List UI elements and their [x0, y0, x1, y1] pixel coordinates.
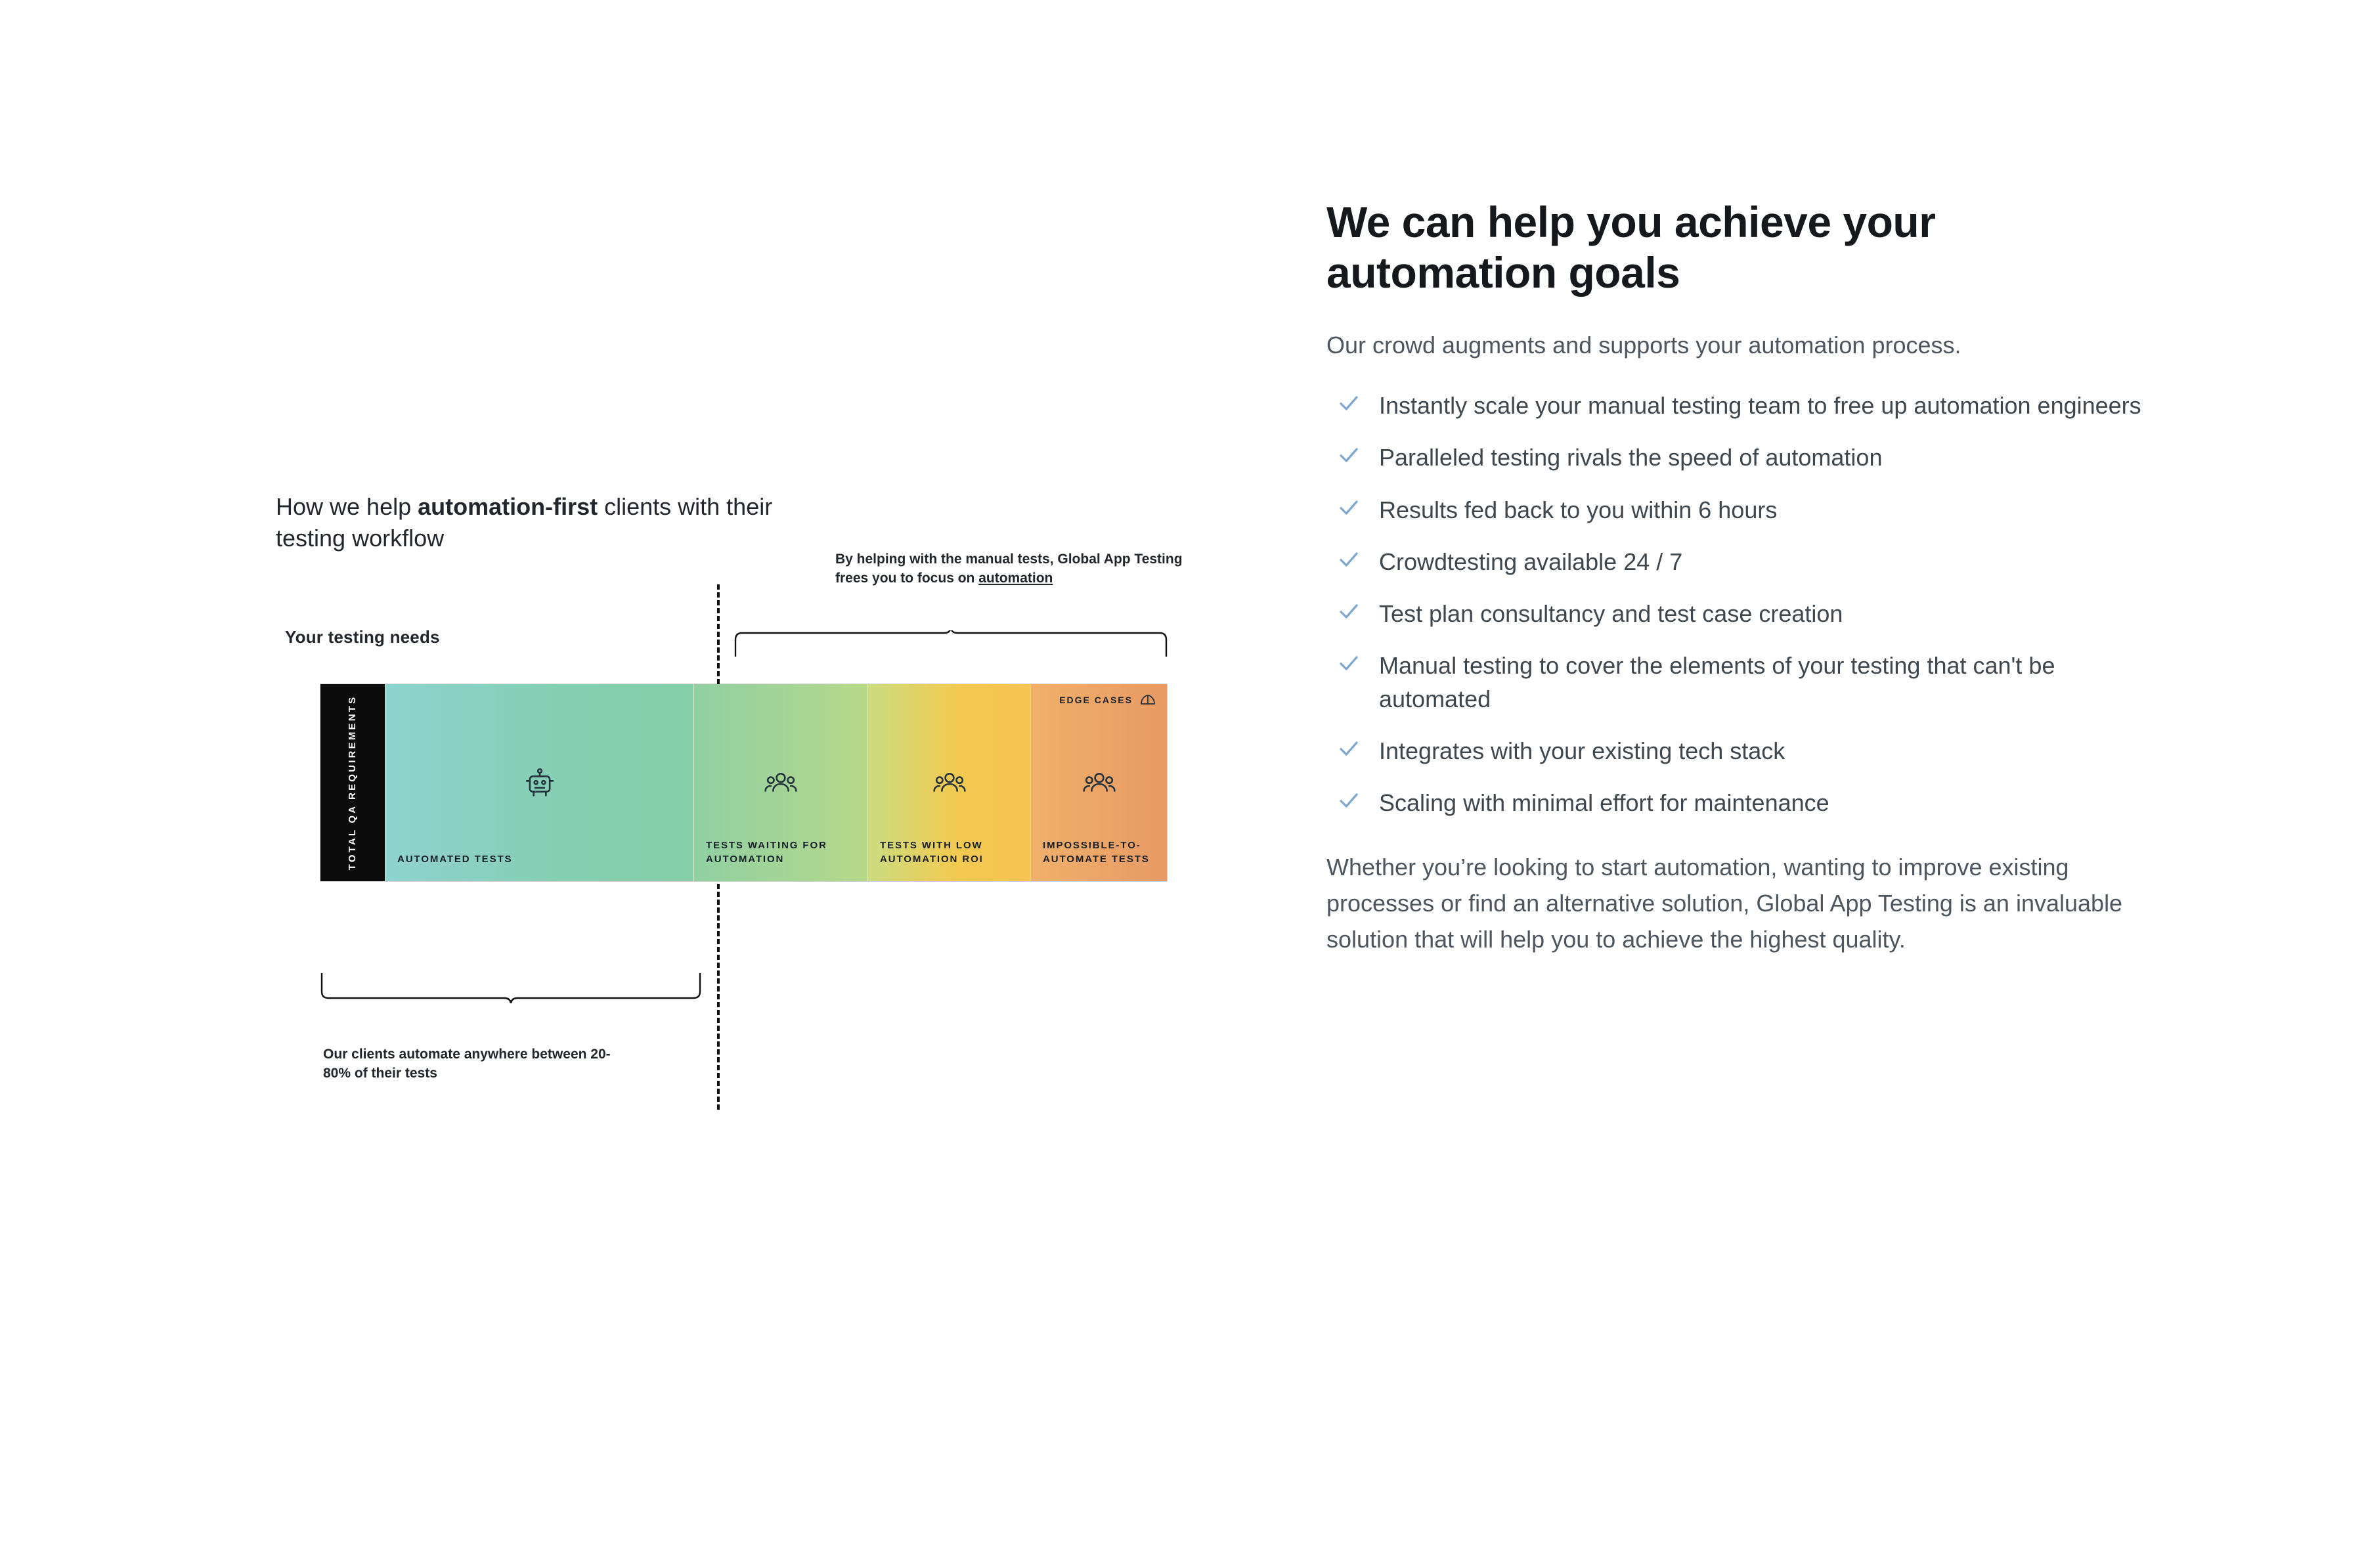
qa-requirements-bar	[320, 684, 1167, 881]
people-icon	[762, 766, 799, 802]
automation-focus-note	[835, 550, 1183, 588]
edge-case-icon	[1139, 693, 1156, 707]
bar-segment-label: TESTS WAITING FOR AUTOMATION	[706, 839, 827, 865]
edge-cases-label: EDGE CASES	[1059, 695, 1133, 705]
clients-automation-range-note: Our clients automate anywhere between 20-80% of their tests	[323, 1047, 611, 1081]
list-item-label: Manual testing to cover the elements of your testing that can't be automated	[1379, 651, 2055, 713]
bar-segment-tests-with-low-automation-roi	[867, 684, 1030, 881]
bar-segment-impossible-to-automate-tests	[1030, 684, 1167, 881]
benefits-list	[1326, 389, 2167, 819]
diagram-title	[276, 491, 814, 554]
people-icon	[1081, 766, 1118, 802]
list-item	[1326, 649, 2167, 716]
diagram-title-part2: clients with their testing workflow	[276, 493, 773, 552]
automation-focus-note-text: By helping with the manual tests, Global App Testing frees you to focus on	[835, 552, 1183, 586]
list-item	[1326, 493, 2167, 527]
people-icon	[931, 766, 968, 802]
check-icon	[1337, 789, 1361, 812]
check-icon	[1337, 599, 1361, 623]
list-item-label: Instantly scale your manual testing team to free up automation engineers	[1379, 392, 2141, 420]
bar-segment-label: TESTS WITH LOW AUTOMATION ROI	[880, 839, 984, 865]
bar-segment-automated-tests	[385, 684, 693, 881]
top-brace	[734, 630, 1168, 658]
list-item-label: Integrates with your existing tech stack	[1379, 737, 1785, 765]
check-icon	[1337, 496, 1361, 519]
diagram-title-part1: How we help	[276, 493, 418, 520]
list-item	[1326, 734, 2167, 768]
bar-segment-tests-waiting-for-automation	[693, 684, 867, 881]
bar-segment-label: AUTOMATED TESTS	[397, 854, 513, 865]
list-item	[1326, 597, 2167, 630]
check-icon	[1337, 737, 1361, 760]
list-item-label: Paralleled testing rivals the speed of automation	[1379, 444, 1883, 471]
check-icon	[1337, 651, 1361, 675]
marketing-copy-panel	[1326, 197, 2167, 958]
page-title: We can help you achieve your automation goals	[1326, 198, 1936, 297]
list-item	[1326, 786, 2167, 819]
robot-icon	[521, 766, 558, 802]
list-item	[1326, 389, 2167, 422]
intro-paragraph: Our crowd augments and supports your automation process.	[1326, 332, 1961, 359]
list-item-label: Test plan consultancy and test case creation	[1379, 599, 1843, 627]
your-testing-needs-label: Your testing needs	[285, 627, 440, 647]
automation-focus-note-underline: automation	[978, 570, 1053, 586]
list-item-label: Scaling with minimal effort for maintenance	[1379, 789, 1829, 817]
edge-cases-tag	[1059, 693, 1156, 707]
diagram-title-bold: automation-first	[418, 493, 598, 520]
outro-paragraph: Whether you’re looking to start automation, wanting to improve existing processes or find an alternative solution, Global App Testing is an invaluable solution that will help you to achieve the highest quality.	[1326, 854, 2123, 953]
list-item	[1326, 545, 2167, 578]
bar-segment-label: IMPOSSIBLE-TO-AUTOMATE TESTS	[1043, 839, 1150, 865]
check-icon	[1337, 548, 1361, 571]
list-item-label: Crowdtesting available 24 / 7	[1379, 548, 1683, 575]
list-item	[1326, 441, 2167, 474]
check-icon	[1337, 443, 1361, 467]
bottom-brace	[320, 972, 701, 1003]
check-icon	[1337, 391, 1361, 415]
list-item-label: Results fed back to you within 6 hours	[1379, 496, 1778, 523]
bar-segment-label: TOTAL QA REQUIREMENTS	[346, 695, 358, 871]
bar-segment-total-qa-requirements	[320, 684, 385, 881]
